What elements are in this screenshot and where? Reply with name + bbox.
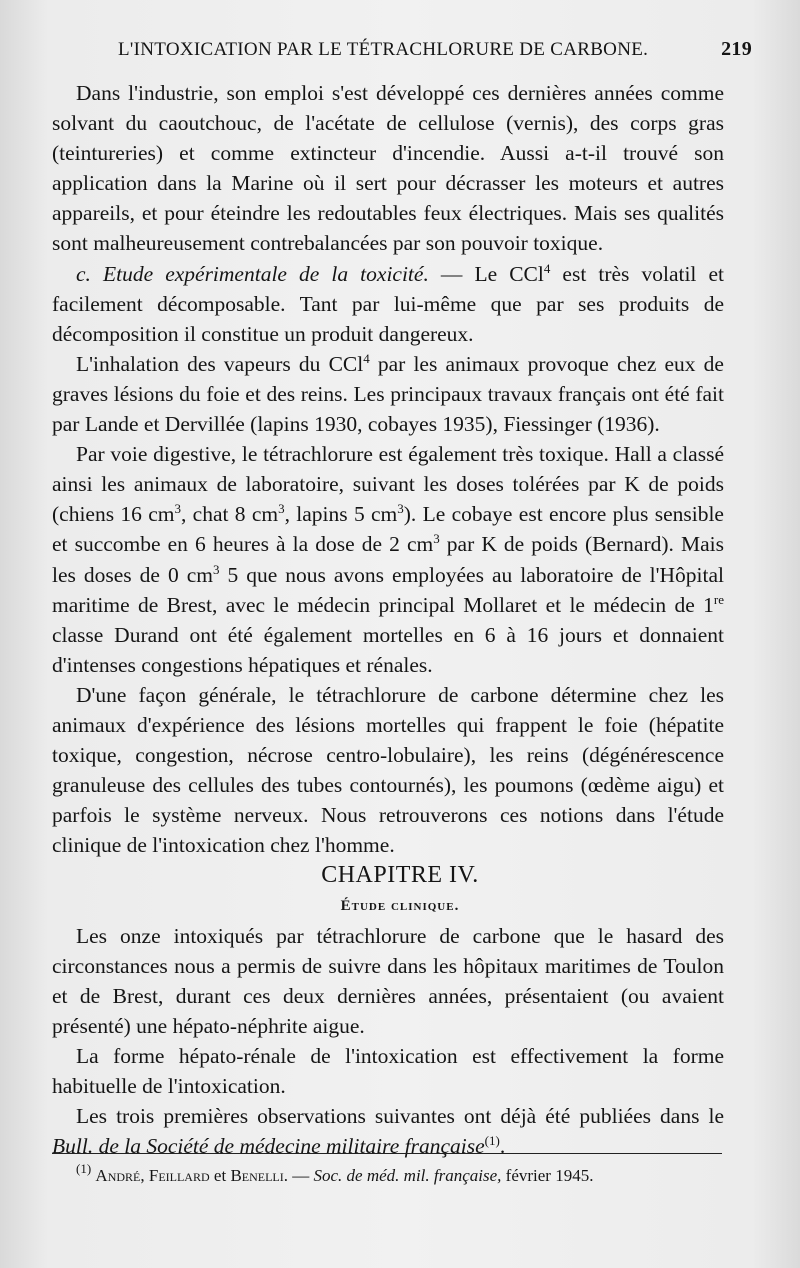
footnote-reference[interactable]: (1) [484, 1133, 500, 1149]
footnote-divider [52, 1153, 722, 1154]
footnote: $^{(1)}$ André, Feillard et Benelli. — Soc. de méd. mil. française, février 1945. [76, 1161, 594, 1185]
journal-citation: Bull. de la Société de médecine militaire française [52, 1134, 485, 1159]
footnote-journal: Soc. de méd. mil. française, [313, 1166, 502, 1185]
running-header [118, 38, 752, 61]
footnote-marker: (1) [76, 1161, 92, 1176]
subsection-heading: c. Etude expérimentale de la toxicité. [76, 261, 429, 286]
paragraph-digestive: Par voie digestive, le tétrachlorure est également très toxique. Hall a classé ainsi les animaux de laboratoire, suivant les doses tolérées par K de poids (chiens 16 $cm^3$, chat 8 $cm^3$, lapins 5 $cm^3$). Le cobaye est encore plus sensible et succombe en 6 heures à la dose de 2 $cm^3$ par K de poids (Bernard). Mais les doses de 0 $cm^3$ 5 que nous avons employées au laboratoire de l'Hôpital maritime de Brest, avec le médecin principal Mollaret et le médecin de 1re classe Durand ont été également mortelles en 6 à 16 jours et donnaient d'intenses congestions hépatiques et rénales. [52, 442, 724, 677]
chapter-heading: CHAPITRE IV. [321, 862, 479, 889]
paragraph-hepato-renal: La forme hépato-rénale de l'intoxication est effectivement la forme habituelle de l'intoxication. [52, 1044, 724, 1099]
paragraph-inhalation: L'inhalation des vapeurs du CCl$^4$ par les animaux provoque chez eux de graves lésions du foie et des reins. Les principaux travaux français ont été fait par Lande et Dervillée (lapins 1930, cobayes 1935), Fiessinger (1936). [52, 350, 724, 437]
body-text [52, 78, 724, 1161]
running-title: L'INTOXICATION PAR LE TÉTRACHLORURE DE CARBONE. [118, 39, 649, 60]
paragraph-observations: Les trois premières observations suivantes ont déjà été publiées dans le Bull. de la Société de médecine militaire française$^{(1)}$. [52, 1104, 724, 1159]
paragraph-general-effects: D'une façon générale, le tétrachlorure de carbone détermine chez les animaux d'expérience des lésions mortelles qui frappent le foie (hépatite toxique, congestion, nécrose centro-lobulaire), les reins (dégénérescence granuleuse des cellules des tubes contournés), les poumons (œdème aigu) et parfois le système nerveux. Nous retrouverons ces notions dans l'étude clinique de l'intoxication chez l'homme. [52, 682, 724, 858]
paragraph-clinical-cases: Les onze intoxiqués par tétrachlorure de carbone que le hasard des circonstances nous a permis de suivre dans les hôpitaux maritimes de Toulon et de Brest, durant ces deux dernières années, présentaient (ou avaient présenté) une hépato-néphrite aigue. [52, 923, 724, 1038]
page-number: 219 [721, 38, 752, 60]
section-heading: Étude clinique. [340, 897, 460, 914]
paragraph-industry: Dans l'industrie, son emploi s'est développé ces dernières années comme solvant du caoutchouc, de l'acétate de cellulose (vernis), des corps gras (teintureries) et comme extincteur d'incendie. Aussi a-t-il trouvé son application dans la Marine où il sert pour décrasser les moteurs et autres appareils, et pour éteindre les redoutables feux électriques. Mais ses qualités sont malheureusement contrebalancées par son pouvoir toxique. [52, 81, 724, 256]
paragraph-experimental-study: c. Etude expérimentale de la toxicité. — Le CCl$^4$ est très volatil et facilement décomposable. Tant par lui-même que par ses produits de décomposition il constitue un produit dangereux. [52, 260, 724, 346]
